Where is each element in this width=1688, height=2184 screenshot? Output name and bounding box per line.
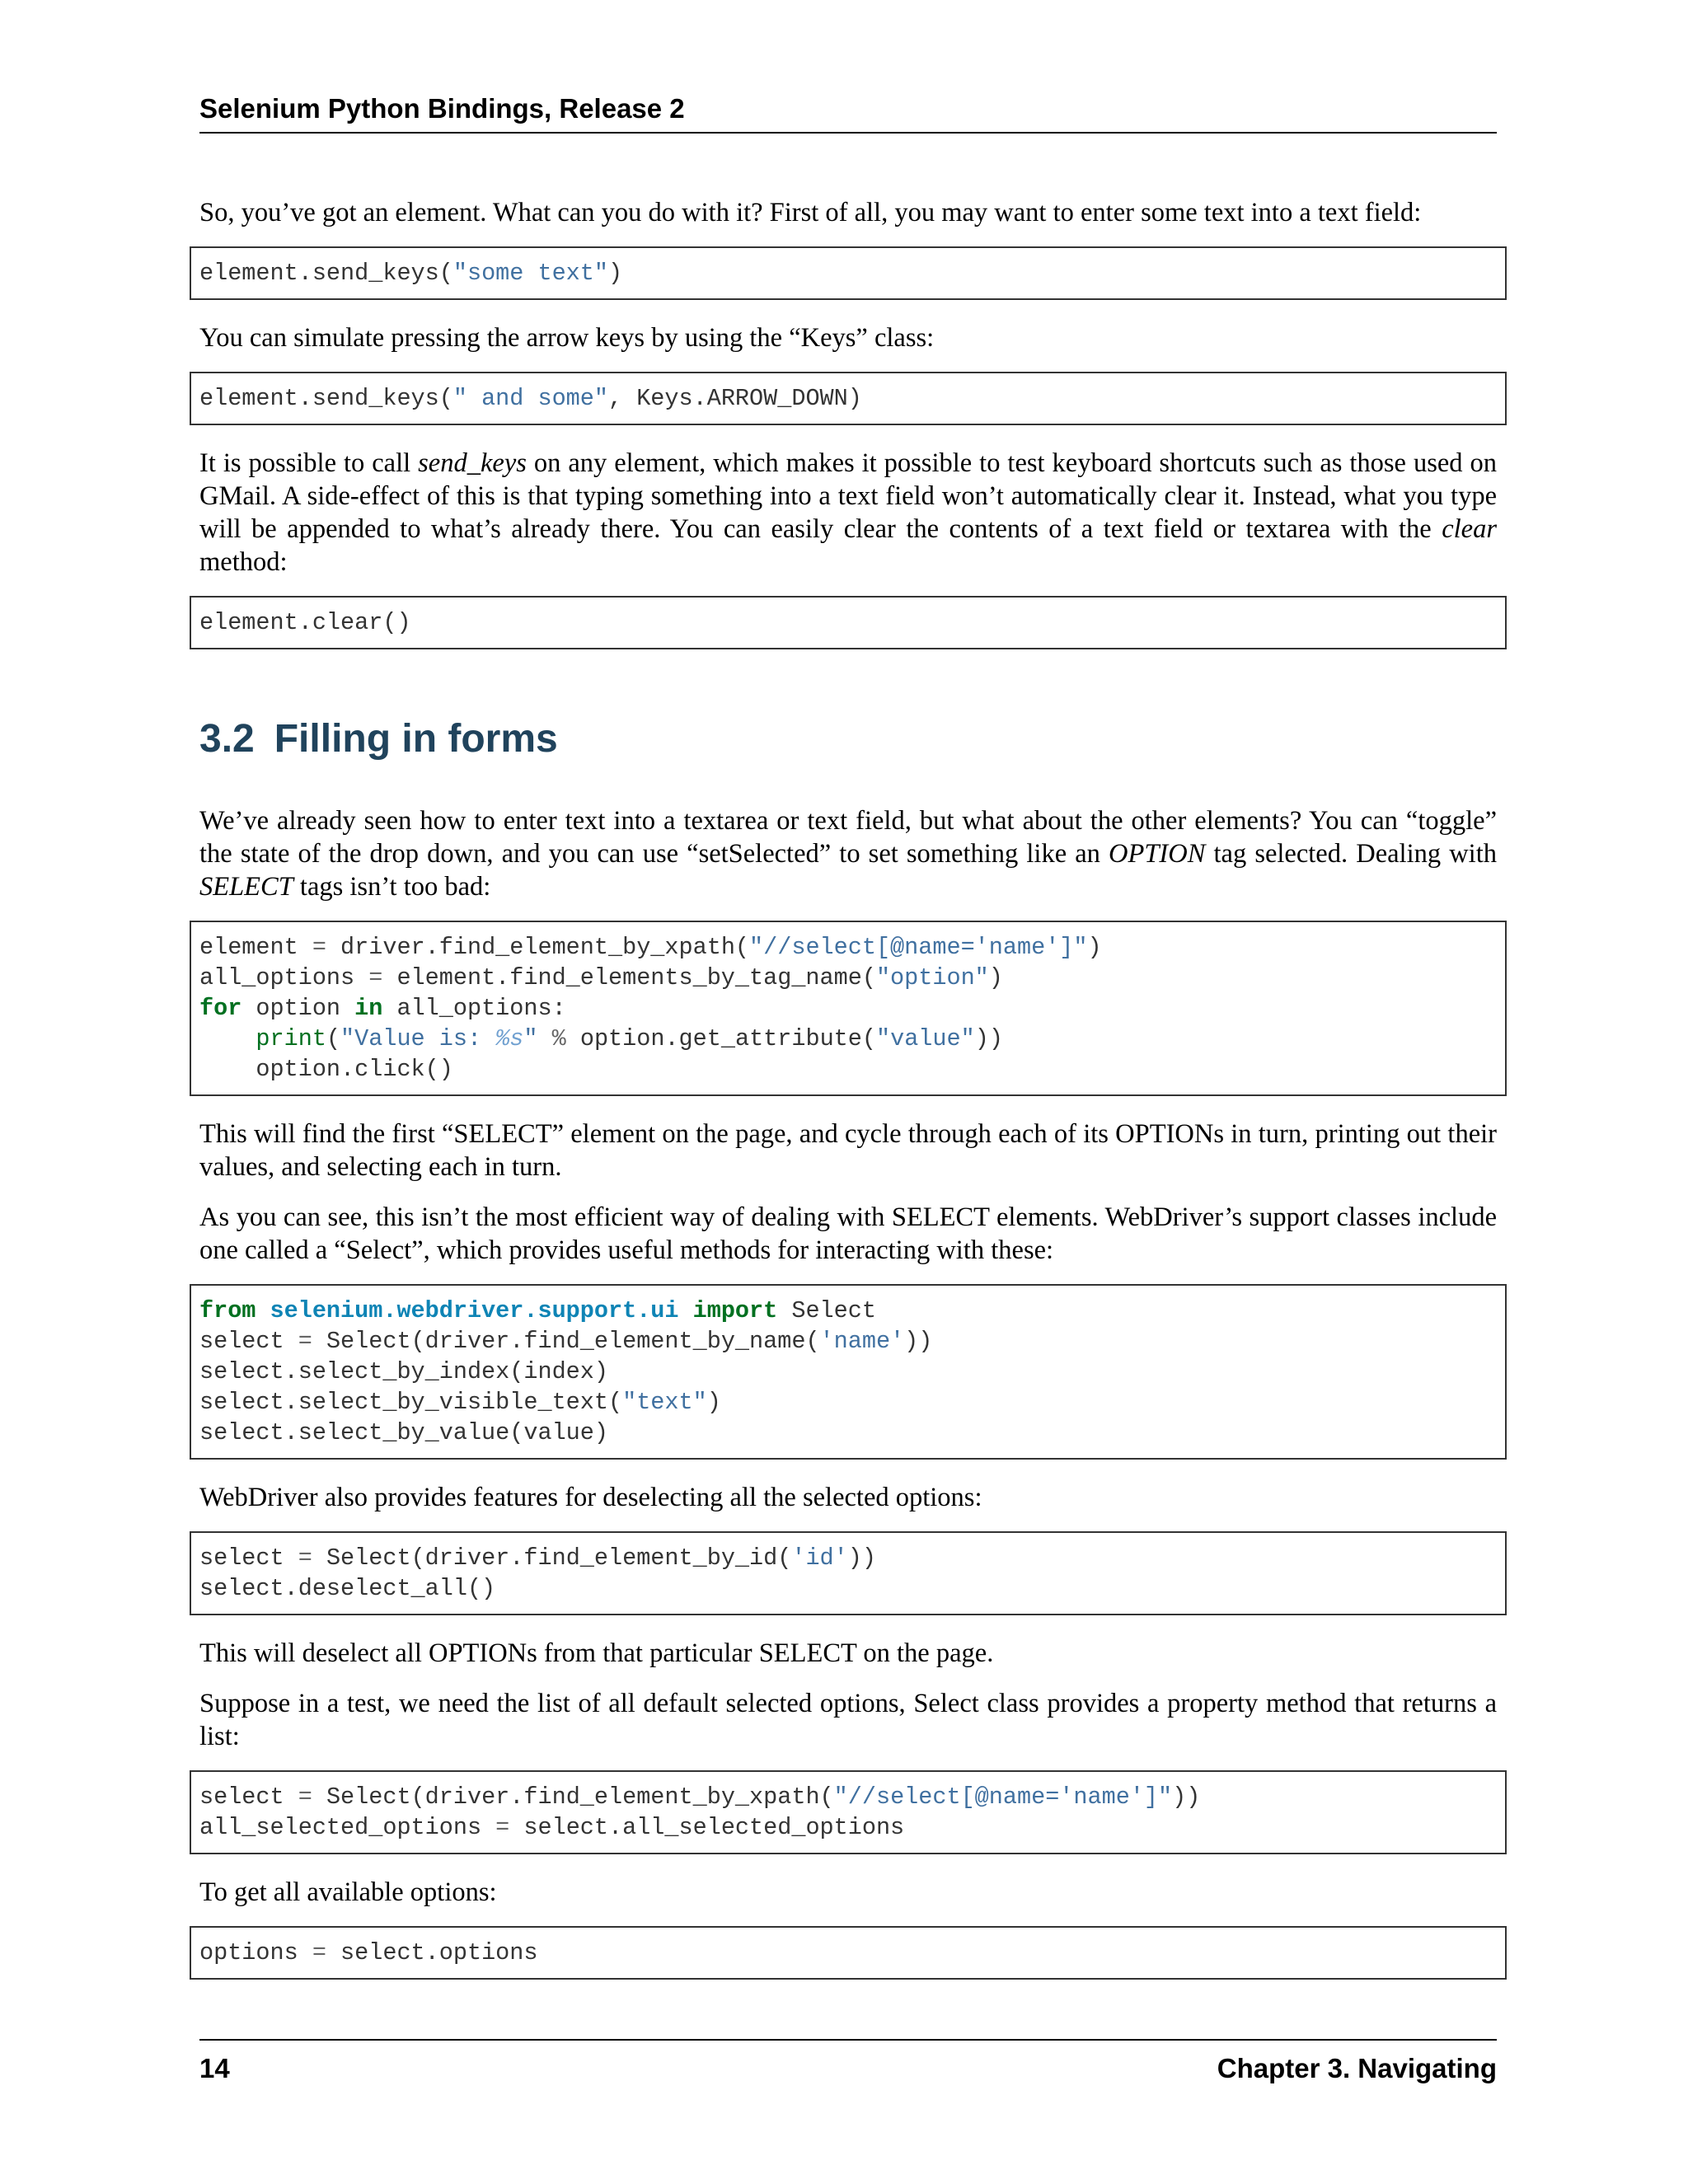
- code-block-send-keys: [190, 246, 1507, 300]
- code-token: options: [199, 1939, 312, 1966]
- code-token: , Keys.ARROW_DOWN): [608, 385, 862, 412]
- paragraph-keys-class: You can simulate pressing the arrow keys by using the “Keys” class:: [199, 323, 935, 353]
- paragraph-find-first-select: This will find the first “SELECT” element on the page, and cycle through each of its OPTIONs in turn, printing out their values, and selecting each in turn.: [199, 1119, 1497, 1182]
- code-token: )): [904, 1328, 933, 1355]
- code-line: [199, 963, 1497, 993]
- page-number: 14: [199, 2053, 230, 2083]
- code-line: [199, 1326, 1497, 1357]
- section-heading: [199, 715, 1497, 763]
- code-block-select-class: [190, 1284, 1507, 1460]
- code-operator: =: [298, 1328, 312, 1355]
- paragraph-deselect-all: This will deselect all OPTIONs from that particular SELECT on the page.: [199, 1638, 994, 1668]
- emphasis-clear: clear: [1442, 514, 1497, 544]
- code-keyword: for: [199, 995, 242, 1022]
- code-block-clear: [190, 596, 1507, 649]
- paragraph-deselect: WebDriver also provides features for deselecting all the selected options:: [199, 1483, 982, 1512]
- code-operator: =: [312, 1939, 326, 1966]
- code-token: select.select_by_visible_text(: [199, 1389, 623, 1416]
- code-token: ): [608, 260, 623, 287]
- code-token: element.send_keys(: [199, 260, 453, 287]
- text-run: It is possible to call: [199, 448, 419, 478]
- text-run: method:: [199, 547, 288, 577]
- code-string: "//select[@name='name']": [833, 1783, 1173, 1811]
- code-string: " and some": [452, 385, 608, 412]
- code-line: [199, 1024, 1497, 1054]
- code-block-select-loop: [190, 921, 1507, 1096]
- running-footer: [199, 2039, 1497, 2085]
- code-line: element.clear(): [199, 609, 411, 636]
- code-string: "value": [876, 1025, 975, 1052]
- code-operator: =: [298, 1783, 312, 1811]
- code-line: option.click(): [199, 1056, 453, 1083]
- code-keyword: import: [678, 1297, 778, 1324]
- code-block-arrow-keys: [190, 372, 1507, 425]
- code-token: Select(driver.find_element_by_id(: [312, 1544, 792, 1572]
- code-token: )): [847, 1544, 876, 1572]
- code-token: (: [326, 1025, 341, 1052]
- code-line: select.deselect_all(): [199, 1575, 496, 1602]
- code-string: "text": [622, 1389, 707, 1416]
- code-line: [199, 1812, 1497, 1843]
- section-number: 3.2: [199, 717, 255, 761]
- code-token: driver.find_element_by_xpath(: [326, 934, 750, 961]
- code-token: element.find_elements_by_tag_name(: [382, 964, 876, 991]
- emphasis-select: SELECT: [199, 872, 293, 902]
- text-run: We’ve already seen how to enter text into a textarea or text field, but what about the other elements? You can “toggle” the state of the drop down, and you can use “setSelected” to set something like an: [199, 806, 1497, 869]
- paragraph-selected-options: Suppose in a test, we need the list of all default selected options, Select class provides a property method that returns a list:: [199, 1689, 1497, 1751]
- code-token: select: [199, 1783, 298, 1811]
- code-token: Select(driver.find_element_by_xpath(: [312, 1783, 834, 1811]
- code-block-deselect: [190, 1531, 1507, 1615]
- paragraph-available-options: To get all available options:: [199, 1877, 497, 1907]
- paragraph-send-keys-any: [199, 447, 1497, 579]
- paragraph-intro: So, you’ve got an element. What can you do with it? First of all, you may want to enter some text into a text field:: [199, 198, 1422, 227]
- code-token: element.send_keys(: [199, 385, 453, 412]
- text-run: tags isn’t too bad:: [293, 872, 491, 902]
- code-token: select: [199, 1544, 298, 1572]
- code-line: [199, 1782, 1497, 1812]
- code-line: [199, 383, 1497, 414]
- code-string: ": [523, 1025, 538, 1052]
- code-operator: =: [368, 964, 383, 991]
- code-line: [199, 258, 1497, 288]
- text-run: tag selected. Dealing with: [1205, 839, 1497, 869]
- code-token: )): [974, 1025, 1003, 1052]
- code-line: select.select_by_value(value): [199, 1419, 608, 1446]
- chapter-title: Chapter 3. Navigating: [1217, 2053, 1497, 2083]
- code-token: Select(driver.find_element_by_name(: [312, 1328, 820, 1355]
- code-line: [199, 1938, 1497, 1968]
- code-token: all_options:: [382, 995, 566, 1022]
- header-title: Selenium Python Bindings, Release 2: [199, 93, 685, 124]
- code-line: select.select_by_index(index): [199, 1358, 608, 1385]
- code-token: )): [1172, 1783, 1201, 1811]
- code-token: all_selected_options: [199, 1814, 496, 1841]
- code-token: element: [199, 934, 312, 961]
- code-token: all_options: [199, 964, 369, 991]
- code-token: ): [988, 964, 1003, 991]
- section-title: Filling in forms: [274, 717, 558, 761]
- emphasis-send-keys: send_keys: [418, 448, 527, 478]
- code-string: "Value is:: [340, 1025, 496, 1052]
- code-module: selenium.webdriver.support.ui: [256, 1297, 679, 1324]
- code-keyword: in: [354, 995, 383, 1022]
- code-token: select.options: [326, 1939, 538, 1966]
- emphasis-option: OPTION: [1109, 839, 1206, 869]
- code-builtin: print: [256, 1025, 326, 1052]
- code-token: Select: [777, 1297, 876, 1324]
- code-line: [199, 1387, 1497, 1418]
- code-line: [199, 1296, 1497, 1326]
- code-token: select.all_selected_options: [509, 1814, 905, 1841]
- code-token: select: [199, 1328, 298, 1355]
- code-keyword: from: [199, 1297, 256, 1324]
- code-token: ): [706, 1389, 721, 1416]
- code-operator: =: [298, 1544, 312, 1572]
- code-operator: =: [495, 1814, 510, 1841]
- code-line: [199, 932, 1497, 963]
- text-run: on any element, which makes it possible to test keyboard shortcuts such as those used on GMail. A side-effect of this is that typing something into a text field won’t automatically clear it. Instead, what you type will be appended to what’s already there. You can easily clear the contents of a text field or textarea with the: [199, 448, 1497, 544]
- code-string: "some text": [452, 260, 608, 287]
- code-string: 'id': [791, 1544, 848, 1572]
- code-operator: %: [537, 1025, 566, 1052]
- code-string: "option": [875, 964, 989, 991]
- code-block-options: [190, 1926, 1507, 1980]
- code-string: "//select[@name='name']": [749, 934, 1088, 961]
- code-token: option.get_attribute(: [565, 1025, 876, 1052]
- page-content: [199, 196, 1497, 2001]
- code-string-interp: %s: [495, 1025, 524, 1052]
- code-indent: [199, 1025, 256, 1052]
- paragraph-select-class: As you can see, this isn’t the most efficient way of dealing with SELECT elements. WebDriver’s support classes include one called a “Select”, which provides useful methods for interacting with these:: [199, 1202, 1497, 1265]
- code-line: [199, 993, 1497, 1024]
- running-header: [199, 92, 1497, 134]
- code-token: option: [241, 995, 355, 1022]
- code-token: ): [1087, 934, 1102, 961]
- code-string: 'name': [819, 1328, 905, 1355]
- code-operator: =: [312, 934, 326, 961]
- code-block-selected-options: [190, 1770, 1507, 1854]
- code-line: [199, 1543, 1497, 1573]
- paragraph-forms-intro: [199, 804, 1497, 903]
